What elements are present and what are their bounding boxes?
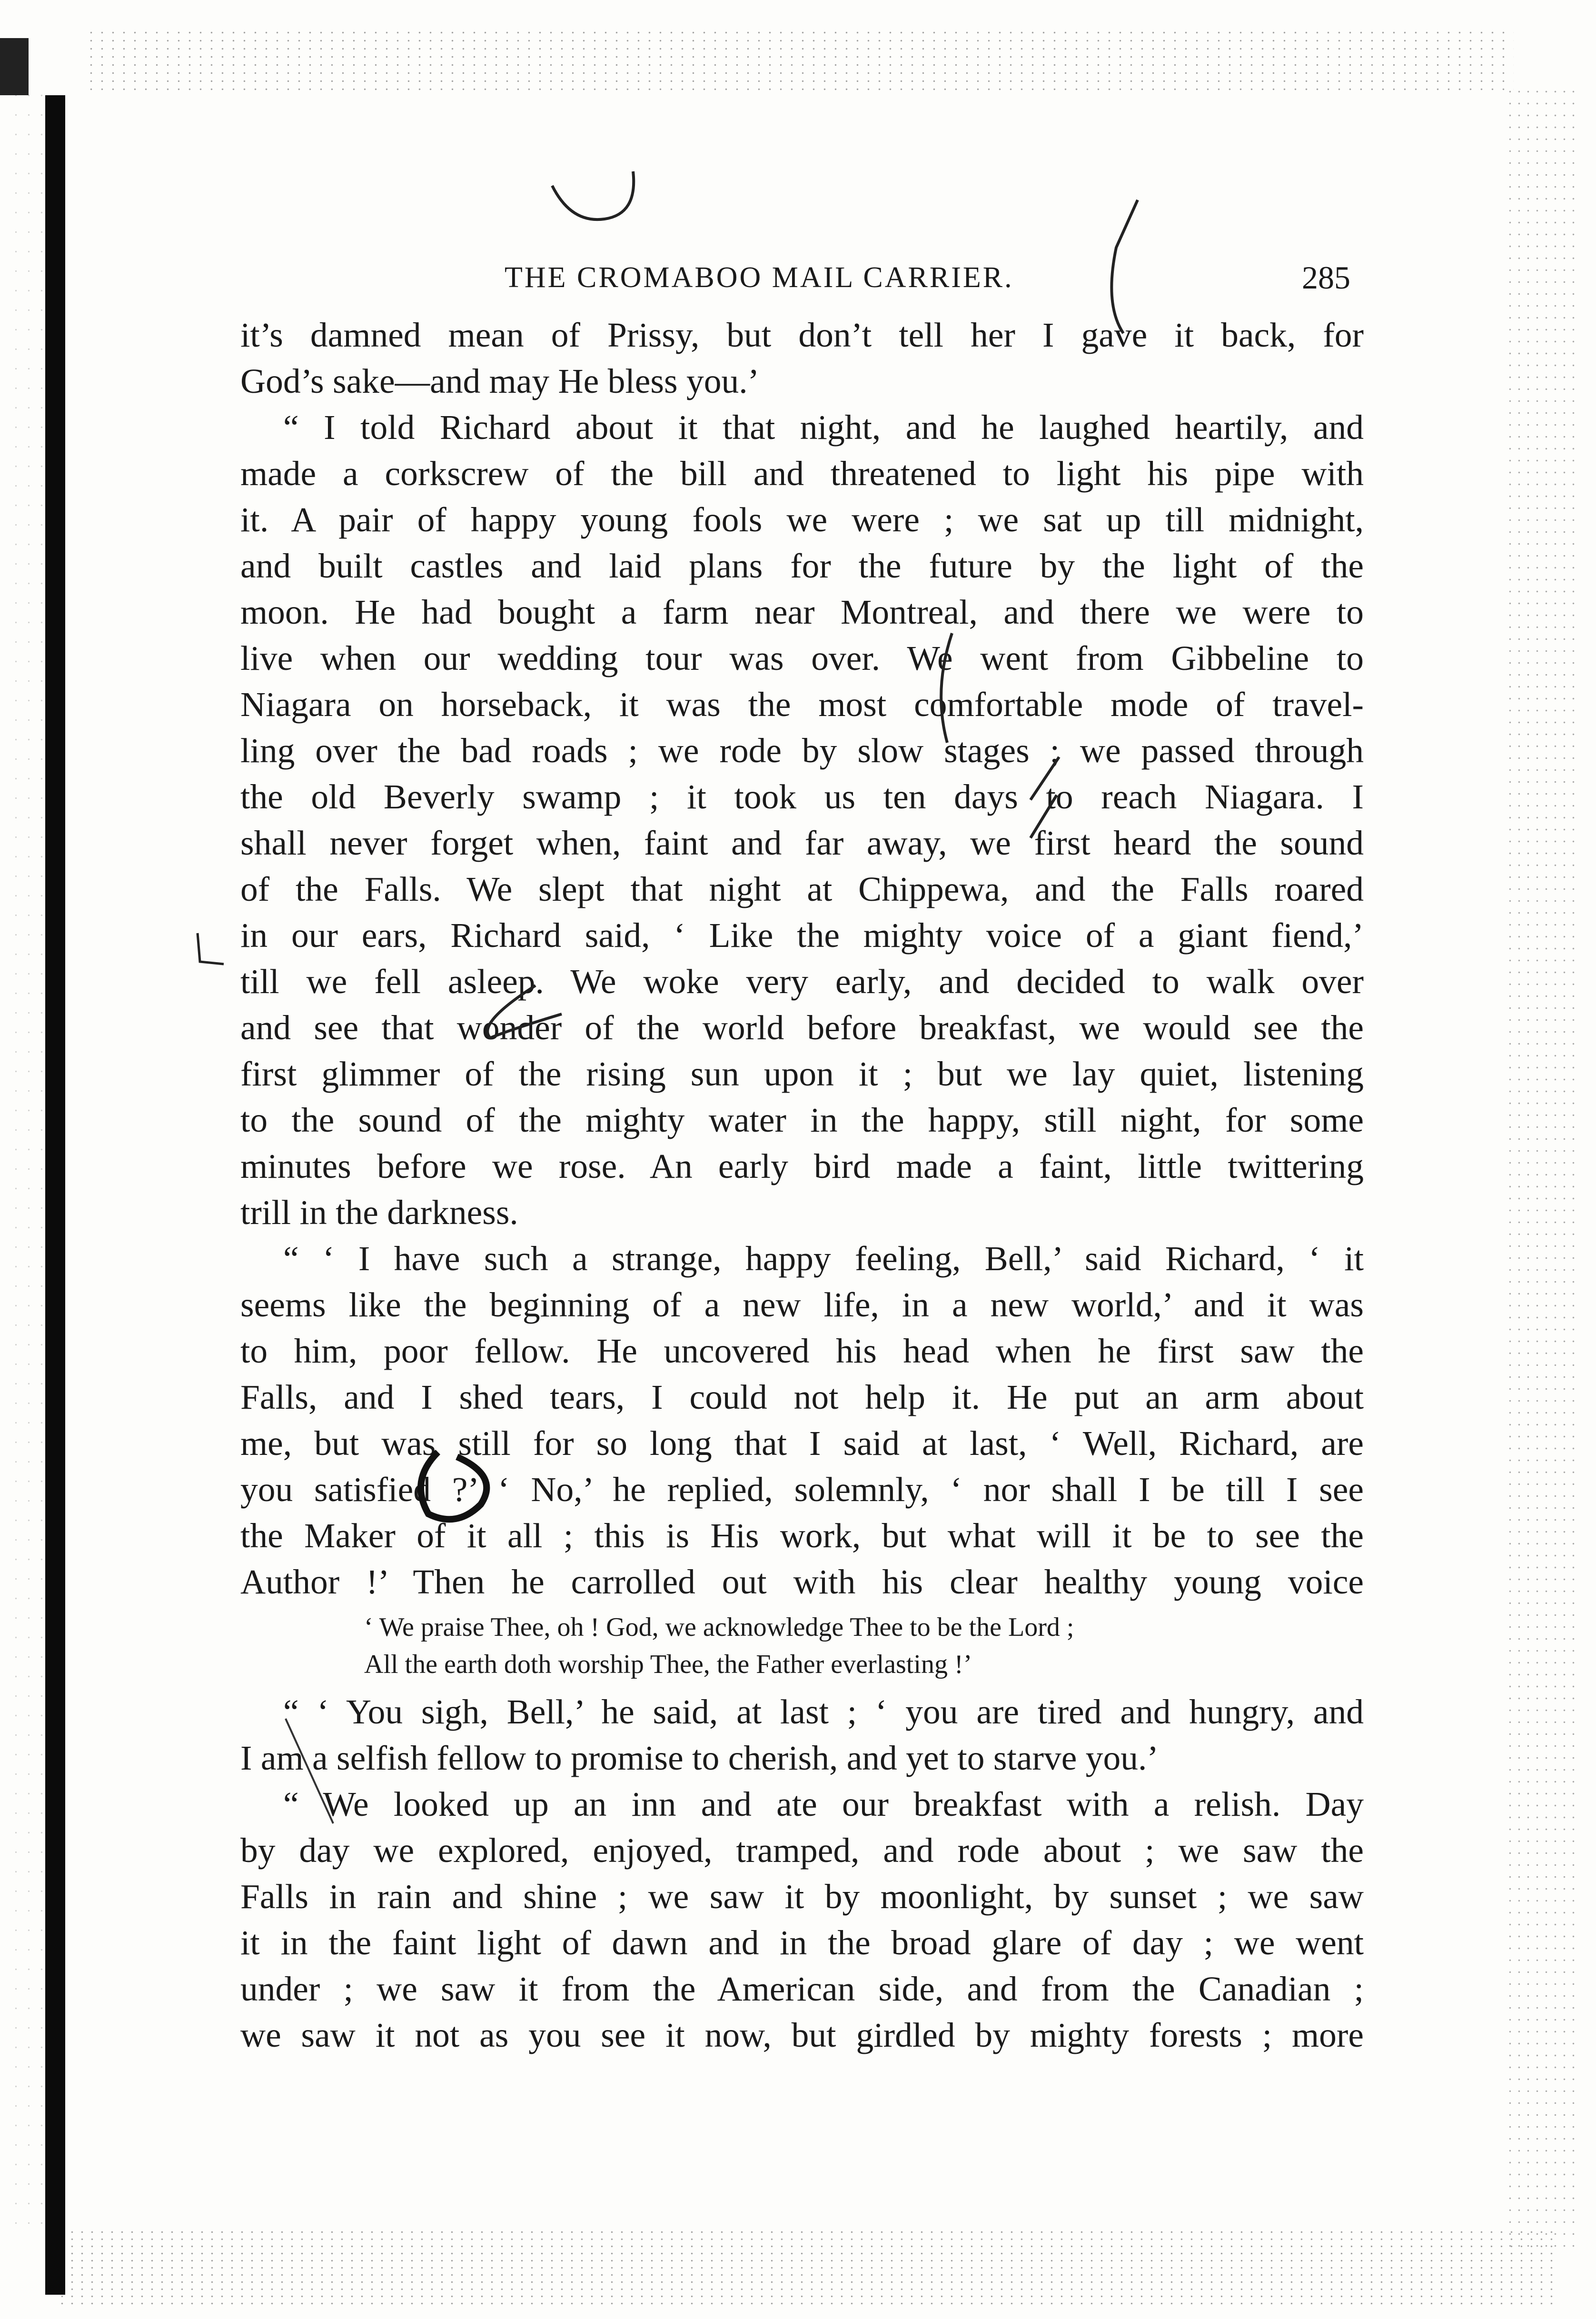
text-line: I am a selfish fellow to promise to cherish, and yet to starve you.’	[240, 1739, 1159, 1777]
quote-line: All the earth doth worship Thee, the Father everlasting !’	[364, 1650, 972, 1679]
page-edge-speckle-right	[1506, 86, 1577, 2252]
binding-shadow-top	[0, 38, 29, 95]
text-line: “ ‘ I have such a strange, happy feeling, Bell,’ said Richard, ‘ it	[283, 1239, 1364, 1278]
text-line: of the Falls. We slept that night at Chippewa, and the Falls roared	[240, 870, 1364, 908]
text-line: the Maker of it all ; this is His work, but what will it be to see the	[240, 1516, 1364, 1555]
text-line: it in the faint light of dawn and in the broad glare of day ; we went	[240, 1923, 1364, 1962]
text-line: me, but was still for so long that I said at last, ‘ Well, Richard, are	[240, 1424, 1364, 1463]
hymn-quote	[240, 1609, 1364, 1683]
text-line: shall never forget when, faint and far away, we first heard the sound	[240, 824, 1364, 862]
page-header	[0, 252, 1596, 305]
text-line: made a corkscrew of the bill and threatened to light his pipe with	[240, 454, 1364, 493]
running-head: THE CROMABOO MAIL CARRIER.	[505, 261, 1014, 294]
text-line: seems like the beginning of a new life, in a new world,’ and it was	[240, 1285, 1364, 1324]
text-line: to him, poor fellow. He uncovered his head when he first saw the	[240, 1332, 1364, 1370]
page-edge-speckle-top	[86, 29, 1514, 95]
text-line: the old Beverly swamp ; it took us ten days to reach Niagara. I	[240, 777, 1364, 816]
text-line: “ I told Richard about it that night, and he laughed heartily, and	[283, 408, 1364, 447]
text-line: we saw it not as you see it now, but girdled by mighty forests ; more	[240, 2016, 1364, 2054]
text-line: Falls, and I shed tears, I could not help it. He put an arm about	[240, 1378, 1364, 1416]
body-text	[240, 312, 1364, 2058]
text-line: first glimmer of the rising sun upon it ; but we lay quiet, listening	[240, 1055, 1364, 1093]
text-line: and built castles and laid plans for the future by the light of the	[240, 547, 1364, 585]
text-line: till we fell asleep. We woke very early, and decided to walk over	[240, 962, 1364, 1001]
text-line: it’s damned mean of Prissy, but don’t tell her I gave it back, for	[240, 316, 1364, 354]
pen-mark-top-arc	[552, 171, 634, 219]
text-line: Falls in rain and shine ; we saw it by moonlight, by sunset ; we saw	[240, 1877, 1364, 1916]
pen-mark-margin-l	[198, 933, 224, 964]
text-line: in our ears, Richard said, ‘ Like the mighty voice of a giant fiend,’	[240, 916, 1364, 955]
text-line: to the sound of the mighty water in the happy, still night, for some	[240, 1101, 1364, 1139]
text-line: moon. He had bought a farm near Montreal, and there we were to	[240, 593, 1364, 631]
text-line: “ ‘ You sigh, Bell,’ he said, at last ; ‘ you are tired and hungry, and	[283, 1692, 1364, 1731]
text-line: Niagara on horseback, it was the most comfortable mode of travel-	[240, 685, 1364, 724]
page-edge-speckle-bottom	[57, 2229, 1556, 2305]
text-line: and see that wonder of the world before breakfast, we would see the	[240, 1008, 1364, 1047]
text-line: by day we explored, enjoyed, tramped, and rode about ; we saw the	[240, 1831, 1364, 1870]
text-line: Author !’ Then he carrolled out with his clear healthy young voice	[240, 1563, 1364, 1601]
text-line: under ; we saw it from the American side, and from the Canadian ;	[240, 1970, 1364, 2008]
text-line: minutes before we rose. An early bird made a faint, little twittering	[240, 1147, 1364, 1185]
text-line: you satisfied ?’ ‘ No,’ he replied, solemnly, ‘ nor shall I be till I see	[240, 1470, 1364, 1509]
text-line: live when our wedding tour was over. We went from Gibbeline to	[240, 639, 1364, 677]
text-line: ling over the bad roads ; we rode by slow stages ; we passed through	[240, 731, 1364, 770]
text-line: trill in the darkness.	[240, 1193, 518, 1232]
page-number: 285	[1302, 259, 1350, 296]
text-line: “ We looked up an inn and ate our breakfast with a relish. Day	[283, 1785, 1364, 1823]
quote-line: ‘ We praise Thee, oh ! God, we acknowledge Thee to be the Lord ;	[364, 1612, 1074, 1642]
binding-shadow	[45, 95, 65, 2295]
text-line: it. A pair of happy young fools we were ; we sat up till midnight,	[240, 500, 1364, 539]
page-edge-speckle-left	[10, 86, 43, 2228]
text-line: God’s sake—and may He bless you.’	[240, 362, 760, 400]
